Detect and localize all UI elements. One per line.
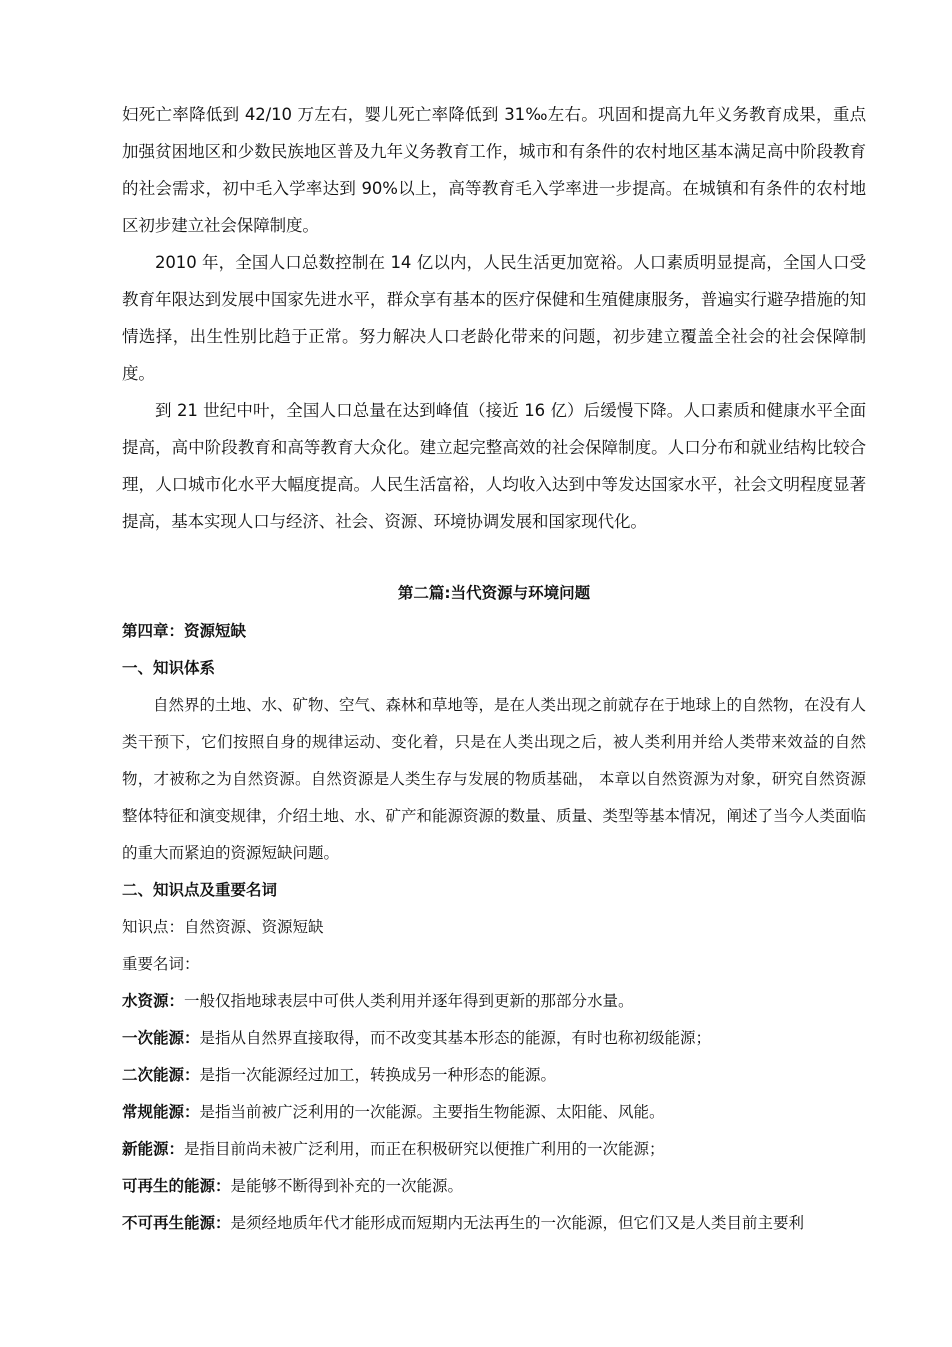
section-knowledge-system-text: 自然界的土地、水、矿物、空气、森林和草地等，是在人类出现之前就存在于地球上的自然物，在没有人类干预下，它们按照自身的规律运动、变化着，只是在人类出现之后，被人类利用并给人类带来效益的自然物，才被称之为自然资源。自然资源是人类生存与发展的物质基础， 本章以自然资源为对象，研究自然资源整体特征和演变规律，介绍土地、水、矿产和能源资源的数量、质量、类型等基本情况，阐述了当今人类面临的重大而紧迫的资源短缺问题。	[122, 696, 867, 862]
term-definition: 是指从自然界直接取得，而不改变其基本形态的能源，有时也称初级能源；	[199, 1029, 712, 1047]
term-definition: 是须经地质年代才能形成而短期内无法再生的一次能源，但它们又是人类目前主要利	[230, 1214, 805, 1232]
term-definition: 是指当前被广泛利用的一次能源。主要指生物能源、太阳能、风能。	[199, 1103, 665, 1121]
terms-label: 重要名词：	[122, 955, 200, 973]
term-name: 新能源：	[122, 1140, 185, 1158]
top-text-block	[122, 96, 866, 540]
term-definition: 一般仅指地球表层中可供人类利用并逐年得到更新的那部分水量。	[184, 992, 634, 1010]
term-nonrenewable-energy	[122, 1205, 866, 1242]
term-water-resources	[122, 983, 866, 1020]
paragraph-2010-goals: 2010 年，全国人口总数控制在 14 亿以内，人民生活更加宽裕。人口素质明显提高，全国人口受教育年限达到发展中国家先进水平，群众享有基本的医疗保健和生殖健康服务，普遍实行避孕措施的知情选择，出生性别比趋于正常。努力解决人口老龄化带来的问题，初步建立覆盖全社会的社会保障制度。	[122, 253, 866, 383]
term-secondary-energy	[122, 1057, 866, 1094]
chapter-title: 第四章：资源短缺	[122, 622, 247, 640]
term-definition: 是指一次能源经过加工，转换成另一种形态的能源。	[199, 1066, 557, 1084]
section-knowledge-system-title: 一、知识体系	[122, 659, 216, 677]
term-definition: 是能够不断得到补充的一次能源。	[230, 1177, 464, 1195]
term-new-energy	[122, 1131, 866, 1168]
term-name: 常规能源：	[122, 1103, 200, 1121]
knowledge-points: 知识点：自然资源、资源短缺	[122, 918, 324, 936]
term-name: 二次能源：	[122, 1066, 200, 1084]
term-primary-energy	[122, 1020, 866, 1057]
term-conventional-energy	[122, 1094, 866, 1131]
term-definition: 是指目前尚未被广泛利用，而正在积极研究以便推广利用的一次能源；	[184, 1140, 665, 1158]
term-renewable-energy	[122, 1168, 866, 1205]
chapter-block	[122, 613, 866, 1242]
paragraph-health-education: 妇死亡率降低到 42/10 万左右，婴儿死亡率降低到 31‰左右。巩固和提高九年义务教育成果，重点加强贫困地区和少数民族地区普及九年义务教育工作，城市和有条件的农村地区基本满足高中阶段教育的社会需求，初中毛入学率达到 90%以上，高等教育毛入学率进一步提高。在城镇和有条件的农村地区初步建立社会保障制度。	[122, 105, 866, 235]
term-name: 水资源：	[122, 992, 185, 1010]
section-key-terms-title: 二、知识点及重要名词	[122, 881, 278, 899]
term-name: 不可再生能源：	[122, 1214, 231, 1232]
paragraph-mid-century-goals: 到 21 世纪中叶，全国人口总量在达到峰值（接近 16 亿）后缓慢下降。人口素质和健康水平全面提高，高中阶段教育和高等教育大众化。建立起完整高效的社会保障制度。人口分布和就业结构比较合理，人口城市化水平大幅度提高。人民生活富裕，人均收入达到中等发达国家水平，社会文明程度显著提高，基本实现人口与经济、社会、资源、环境协调发展和国家现代化。	[122, 401, 866, 531]
term-name: 可再生的能源：	[122, 1177, 231, 1195]
term-name: 一次能源：	[122, 1029, 200, 1047]
part-title: 第二篇:当代资源与环境问题	[397, 584, 591, 602]
